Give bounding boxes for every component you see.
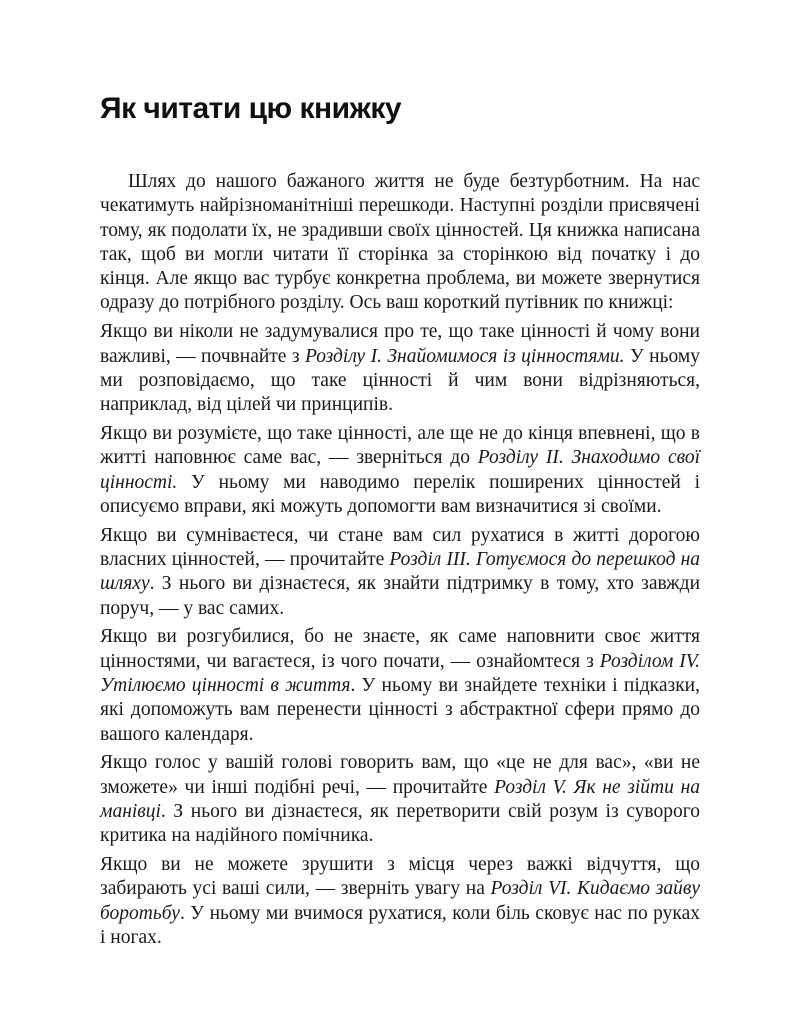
guide-paragraph-2 bbox=[100, 422, 700, 519]
guide-paragraph-5 bbox=[100, 751, 700, 848]
guide-text-after: У ньому ми розповідаємо, що таке цінності й чим вони відрізняються, наприклад, від цілей чи принципів. bbox=[100, 345, 700, 416]
guide-text-before: Якщо ви розгубилися, бо не знаєте, як саме наповнити своє життя цінностями, чи вагаєтеся, із чого почати, — ознайомтеся з bbox=[100, 626, 700, 672]
guide-paragraph-4 bbox=[100, 625, 700, 746]
chapter-reference: Розділ VI. Кидаємо зайву боротьбу bbox=[100, 878, 700, 924]
chapter-reference: Розділом IV. Утілюємо цінності в життя bbox=[100, 650, 700, 696]
chapter-title: Як читати цю книжку bbox=[100, 92, 402, 125]
chapter-reference: Розділу II. Знаходимо свої цінності. bbox=[100, 447, 700, 493]
chapter-reference: Розділ V. Як не зійти на манівці bbox=[100, 776, 700, 822]
guide-paragraph-3 bbox=[100, 524, 700, 621]
guide-text-before: Якщо ви ніколи не задумувалися про те, що таке цінності й чому вони важливі, — почвнайте з bbox=[100, 321, 700, 367]
guide-text-after: . У ньому ви знайдете техніки і підказки, які допоможуть вам перенести цінності з абстрактної сфери прямо до вашого календаря. bbox=[100, 674, 700, 745]
intro-paragraph: Шлях до нашого бажаного життя не буде безтурботним. На нас чекатимуть найрізноманітніші перешкоди. Наступні розділи присвячені тому, як подолати їх, не зрадивши своїх цінностей. Ця книжка написана так, щоб ви могли читати її сторінка за сторінкою від початку і до кінця. Але якщо вас турбує конкретна проблема, ви можете звернутися одразу до потрібного розділу. Ось ваш короткий путівник по книжці: bbox=[100, 171, 700, 314]
guide-paragraph-1 bbox=[100, 320, 700, 417]
guide-paragraph-6 bbox=[100, 853, 700, 950]
guide-text-before: Якщо ви не можете зрушити з місця через важкі відчуття, що забирають усі ваші сили, — зверніть увагу на bbox=[100, 854, 700, 900]
guide-text-after: . З нього ви дізнаєтеся, як перетворити свій розум із суворого критика на надійного помічника. bbox=[100, 800, 700, 847]
guide-text-before: Якщо ви сумніваєтеся, чи стане вам сил рухатися в житті дорогою власних цінностей, — прочитайте bbox=[100, 524, 700, 570]
chapter-reference: Розділу I. Знайомимося із цінностями. bbox=[304, 345, 625, 367]
body-text bbox=[100, 170, 700, 955]
guide-text-before: Якщо голос у вашій голові говорить вам, що «це не для вас», «ви не зможете» чи інші подібні речі, — прочитайте bbox=[100, 752, 700, 798]
guide-text-before: Якщо ви розумієте, що таке цінності, але ще не до кінця впевнені, що в житті наповнює саме вас, — зверніться до bbox=[100, 422, 700, 469]
guide-text-after: . У ньому ми вчимося рухатися, коли біль сковує нас по руках і ногах. bbox=[100, 902, 700, 948]
chapter-reference: Розділ III. Готуємося до перешкод на шляху bbox=[100, 548, 701, 595]
guide-text-after: . З нього ви дізнаєтеся, як знайти підтримку в тому, хто завжди поруч, — у вас самих. bbox=[100, 573, 700, 619]
guide-text-after: У ньому ми наводимо перелік поширених цінностей і описуємо вправи, які можуть допомогти вам визначитися зі своїми. bbox=[100, 471, 700, 517]
